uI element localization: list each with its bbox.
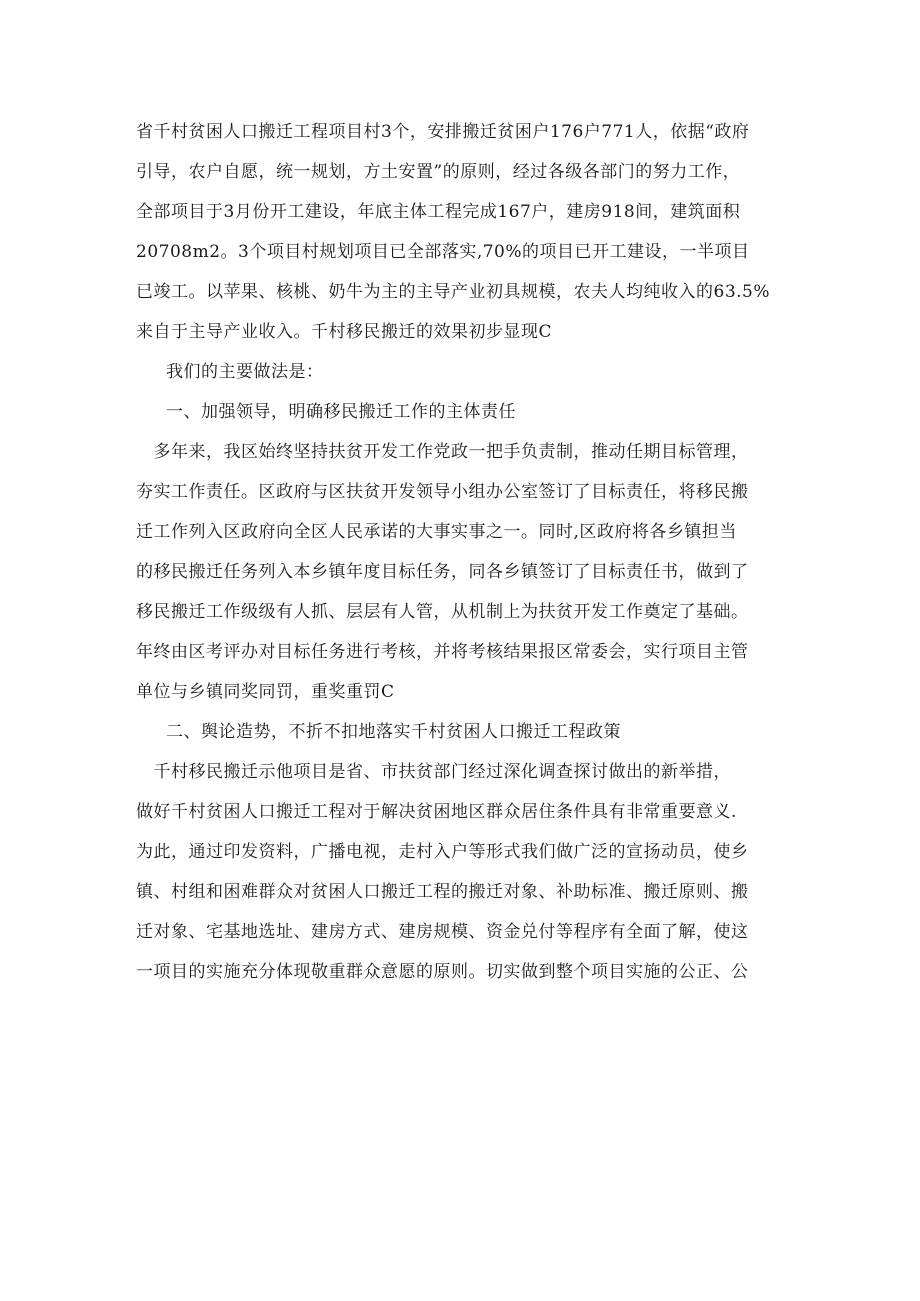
heading-line: 二、舆论造势，不折不扣地落实千村贫困人口搬迁工程政策 (166, 722, 621, 742)
paragraph-summary (136, 112, 796, 352)
text-line: 夯实工作责任。区政府与区扶贫开发领导小组办公室签订了目标责任，将移民搬 (136, 482, 749, 502)
section-heading-1 (136, 392, 796, 432)
heading-line: 一、加强领导，明确移民搬迁工作的主体责任 (166, 402, 516, 422)
text-line: 单位与乡镇同奖同罚，重奖重罚C (136, 682, 395, 702)
text-line: 已竣工。以苹果、核桃、奶牛为主的主导产业初具规模，农夫人均纯收入的63.5% (136, 282, 771, 302)
paragraph-publicity (136, 752, 796, 992)
text-line: 为此，通过印发资料，广播电视，走村入户等形式我们做广泛的宣扬动员，使乡 (136, 842, 749, 862)
paragraph-leadership (136, 432, 796, 712)
text-line: 来自于主导产业收入。千村移民搬迁的效果初步显现C (136, 322, 553, 342)
text-line: 引导，农户自愿，统一规划，方土安置”的原则，经过各级各部门的努力工作， (136, 162, 741, 182)
text-line: 省千村贫困人口搬迁工程项目村3个，安排搬迁贫困户176户771人，依据“政府 (136, 122, 750, 142)
text-line: 全部项目于3月份开工建设，年底主体工程完成167户，建房918间，建筑面积 (136, 202, 741, 222)
text-line: 迁工作列入区政府向全区人民承诺的大事实事之一。同时,区政府将各乡镇担当 (136, 522, 737, 542)
text-line: 镇、村组和困难群众对贫困人口搬迁工程的搬迁对象、补助标准、搬迁原则、搬 (136, 882, 749, 902)
text-line: 年终由区考评办对目标任务进行考核，并将考核结果报区常委会，实行项目主管 (136, 642, 749, 662)
text-line: 我们的主要做法是： (166, 362, 324, 382)
text-line: 迁对象、宅基地选址、建房方式、建房规模、资金兑付等程序有全面了解，使这 (136, 922, 749, 942)
text-line: 的移民搬迁任务列入本乡镇年度目标任务，同各乡镇签订了目标责任书，做到了 (136, 562, 749, 582)
text-line: 一项目的实施充分体现敬重群众意愿的原则。切实做到整个项目实施的公正、公 (136, 962, 749, 982)
text-line: 做好千村贫困人口搬迁工程对于解决贫困地区群众居住条件具有非常重要意义. (136, 802, 737, 822)
text-line: 多年来，我区始终坚持扶贫开发工作党政一把手负责制，推动任期目标管理， (136, 442, 749, 462)
section-heading-2 (136, 712, 796, 752)
paragraph-main-methods (136, 352, 796, 392)
text-line: 千村移民搬迁示他项目是省、市扶贫部门经过深化调查探讨做出的新举措， (136, 762, 731, 782)
text-line: 20708m2。3个项目村规划项目已全部落实,70%的项目已开工建设，一半项目 (136, 242, 750, 262)
text-line: 移民搬迁工作级级有人抓、层层有人管，从机制上为扶贫开发工作奠定了基础。 (136, 602, 749, 622)
